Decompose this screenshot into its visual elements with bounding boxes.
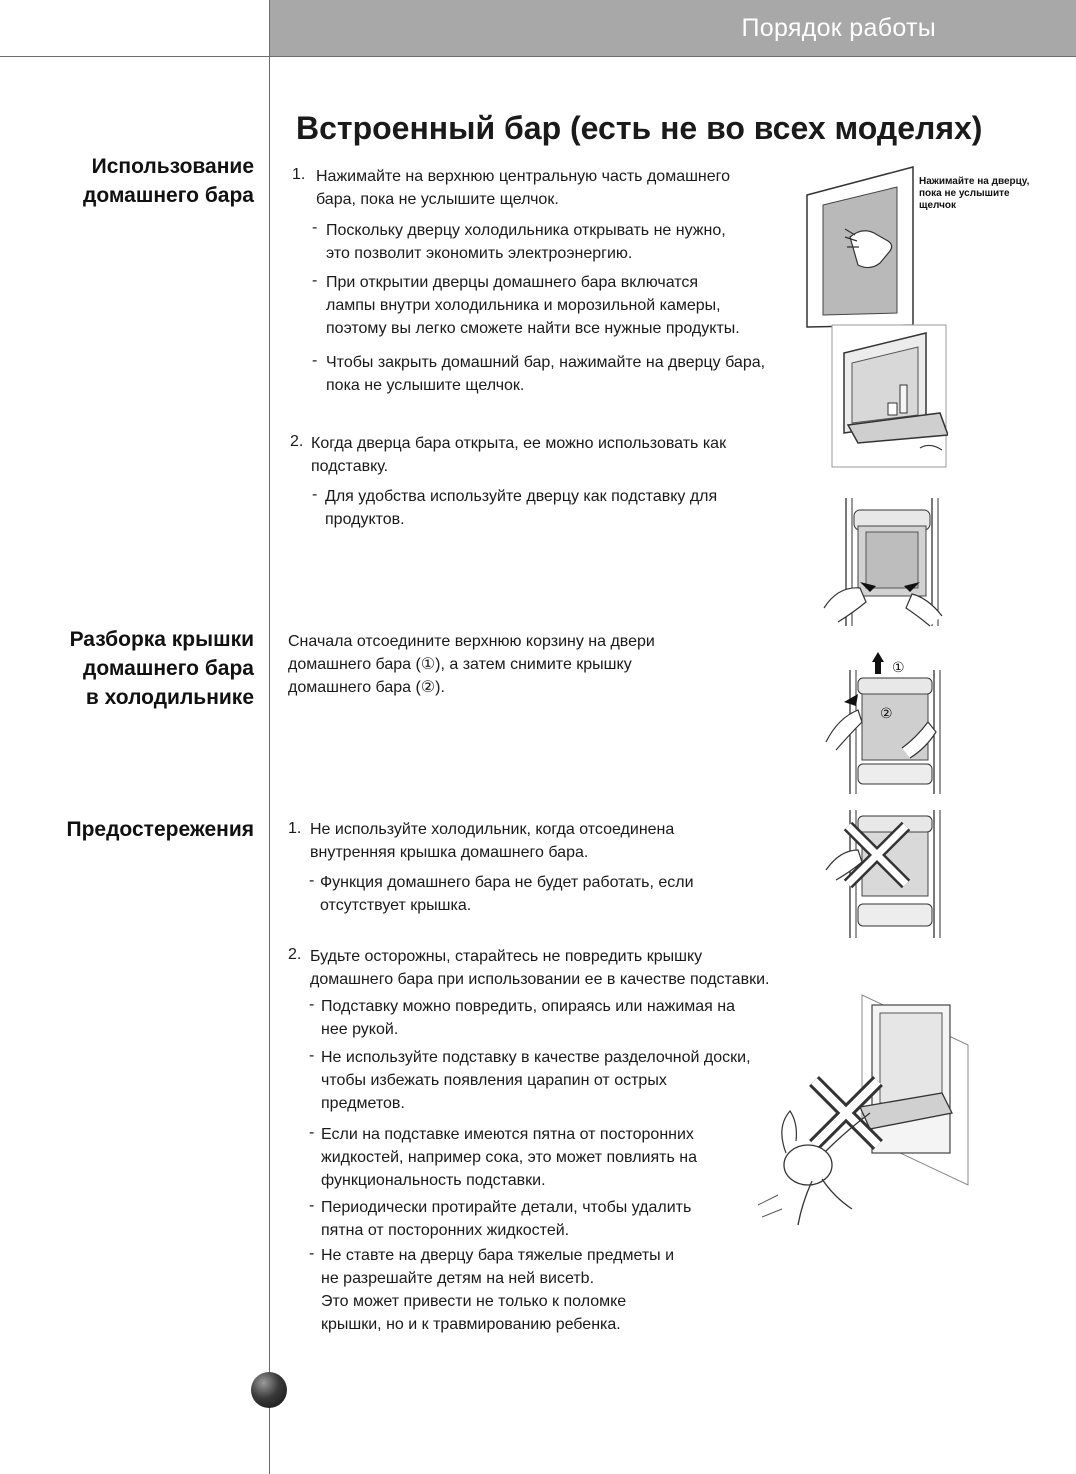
header-divider [0,56,1076,57]
disassembly-section-label: Разборка крышки домашнего бара в холодильнике [69,628,254,709]
usage-item1-number: 1. [292,166,306,183]
section-title: Порядок работы [741,14,936,42]
bullet-dash: - [309,996,315,1013]
bullet-dash: - [309,1124,315,1141]
cautions-section-label: Предостережения [66,818,254,841]
cautions-item2-bullet4: Периодически протирайте детали, чтобы удалить пятна от посторонних жидкостей. [321,1199,692,1239]
usage-item1-bullet1: Поскольку дверцу холодильника открывать не нужно, это позволит экономить электроэнергию. [326,222,726,262]
bullet-dash: - [309,872,315,889]
cautions-item2-bullet3: Если на подставке имеются пятна от посторонних жидкостей, например сока, это может повлиять на функциональность подставки. [321,1126,697,1189]
usage-item1-bullet3: Чтобы закрыть домашний бар, нажимайте на дверцу бара, пока не услышите щелчок. [326,354,766,394]
bullet-dash: - [309,1245,315,1262]
page-marker [251,1372,287,1408]
usage-item2-text: Когда дверца бара открыта, ее можно использовать как подставку. [311,435,727,475]
cautions-item2-bullet1: Подставку можно повредить, опираясь или нажимая на нее рукой. [321,998,736,1038]
bullet-dash: - [312,219,318,236]
bullet-dash: - [312,486,318,503]
no-cover-warning-illustration [822,808,947,940]
cautions-item2-bullet5: Не ставте на дверцу бара тяжелые предметы и не разрешайте детям на ней висетb. Это может привести не только к поломке крышки, но и к травмированию ребенка. [321,1247,675,1333]
usage-item1-text: Нажимайте на верхнюю центральную часть домашнего бара, пока не услышите щелчок. [316,168,731,208]
marker-2: ② [880,706,893,722]
child-hanging-warning-illustration [752,985,974,1235]
column-divider [269,0,270,1474]
cautions-item1-bullet1: Функция домашнего бара не будет работать, если отсутствует крышка. [320,874,694,914]
press-door-illustration [805,165,915,330]
usage-section-label: Использование домашнего бара [83,155,254,207]
press-door-caption: Нажимайте на дверцу, пока не услышите щелчок [919,176,1030,211]
usage-item2-number: 2. [290,433,304,450]
open-bar-illustration [830,323,948,469]
marker-1: ① [892,660,905,676]
usage-item1-bullet2: При открытии дверцы домашнего бара включатся лампы внутри холодильника и морозильной камеры, поэтому вы легко сможете найти все нужные продукты. [326,274,740,337]
header-band [270,0,1076,56]
disassembly-text: Сначала отсоедините верхнюю корзину на двери домашнего бара (①), а затем снимите крышку домашнего бара (②). [288,633,655,696]
page-title: Встроенный бар (есть не во всех моделях) [296,110,983,146]
bullet-dash: - [309,1047,315,1064]
bar-cover-illustration [820,496,945,628]
bullet-dash: - [309,1197,315,1214]
bullet-dash: - [312,272,318,289]
cautions-item1-text: Не используйте холодильник, когда отсоединена внутренняя крышка домашнего бара. [310,821,675,861]
cautions-item2-bullet2: Не используйте подставку в качестве разделочной доски, чтобы избежать появления царапин от острых предметов. [321,1049,751,1112]
remove-cover-illustration [822,650,947,796]
bullet-dash: - [312,352,318,369]
usage-item2-bullet1: Для удобства используйте дверцу как подставку для продуктов. [325,488,718,528]
cautions-item1-number: 1. [288,820,302,837]
cautions-item2-number: 2. [288,946,302,963]
cautions-item2-text: Будьте осторожны, старайтесь не повредить крышку домашнего бара при использовании ее в качестве подставки. [310,948,770,988]
